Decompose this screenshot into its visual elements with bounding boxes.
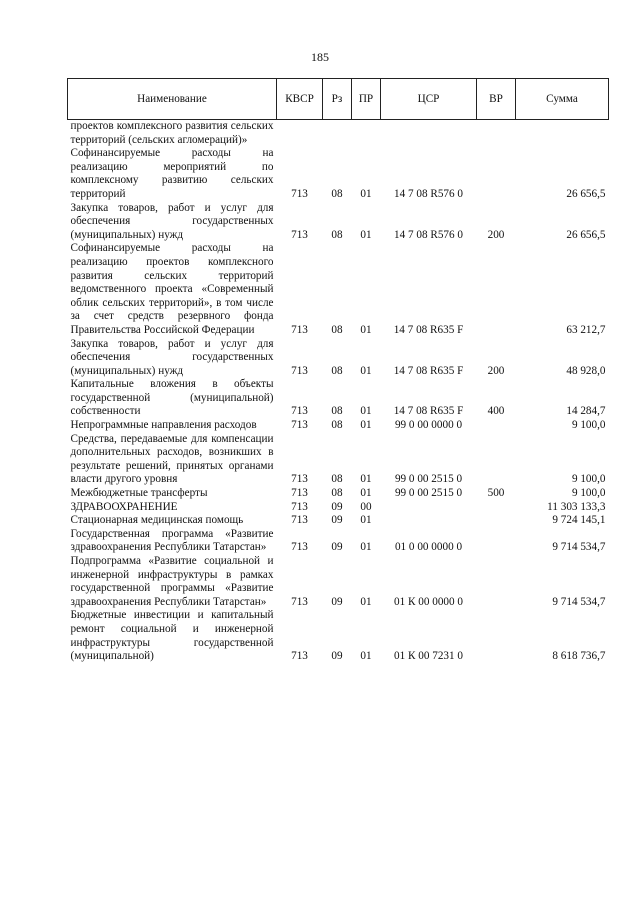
- table-row: [68, 609, 609, 663]
- cell-csr: 01 К 00 0000 0: [394, 595, 463, 608]
- cell-csr: [381, 501, 477, 515]
- cell-csr: 14 7 08 R576 0: [394, 187, 463, 200]
- cell-csr: 14 7 08 R635 F: [393, 405, 464, 418]
- table-row: [68, 487, 609, 501]
- cell-name: Подпрограмма «Развитие социальной и инженерной инфраструктуры в рамках государственной программы «Развитие здравоохранения Республики Татарстан»: [70, 555, 274, 608]
- cell-kvsr: 713: [291, 500, 308, 513]
- cell-pr: 01: [360, 541, 372, 554]
- cell-csr: 99 0 00 2515 0: [394, 473, 463, 486]
- cell-rz: 09: [331, 514, 343, 527]
- cell-sum: 48 928,0: [566, 364, 606, 377]
- cell-name: Государственная программа «Развитие здравоохранения Республики Татарстан»: [70, 527, 274, 554]
- cell-vr: 200: [487, 364, 505, 377]
- table-row: [68, 555, 609, 609]
- cell-sum: 9 714 534,7: [552, 595, 606, 608]
- cell-csr: 14 7 08 R576 0: [394, 228, 463, 241]
- table-row: [68, 514, 609, 528]
- budget-table: [67, 78, 609, 664]
- cell-name: Средства, передаваемые для компенсации дополнительных расходов, возникших в результате решений, принятых органами власти другого уровня: [70, 432, 274, 486]
- cell-rz: 08: [331, 228, 343, 241]
- cell-kvsr: 713: [291, 650, 308, 663]
- cell-vr: [477, 433, 516, 487]
- cell-vr: 500: [487, 487, 505, 500]
- cell-pr: 01: [360, 487, 372, 500]
- cell-kvsr: 713: [291, 323, 308, 336]
- cell-kvsr: 713: [291, 228, 308, 241]
- table-row: [68, 147, 609, 201]
- cell-csr: 14 7 08 R635 F: [393, 364, 464, 377]
- cell-kvsr: 713: [291, 473, 308, 486]
- cell-sum: 63 212,7: [566, 323, 606, 336]
- header-kvsr: КВСР: [277, 79, 323, 120]
- cell-name: Межбюджетные трансферты: [70, 487, 208, 500]
- cell-vr: 400: [487, 405, 505, 418]
- header-csr: ЦСР: [381, 79, 477, 120]
- cell-name: Стационарная медицинская помощь: [70, 514, 244, 527]
- cell-pr: 01: [360, 650, 372, 663]
- cell-sum: 8 618 736,7: [552, 650, 606, 663]
- table-row: [68, 338, 609, 379]
- cell-rz: 09: [331, 650, 343, 663]
- cell-pr: 01: [360, 323, 372, 336]
- cell-vr: [477, 501, 516, 515]
- cell-csr: 99 0 00 0000 0: [394, 419, 463, 432]
- cell-vr: [477, 555, 516, 609]
- cell-rz: 09: [331, 500, 343, 513]
- cell-pr: 01: [360, 595, 372, 608]
- header-name: Наименование: [68, 79, 277, 120]
- cell-vr: [477, 147, 516, 201]
- cell-rz: 08: [331, 323, 343, 336]
- cell-pr: 01: [360, 405, 372, 418]
- cell-csr: 01 0 00 0000 0: [394, 541, 463, 554]
- cell-vr: [477, 609, 516, 663]
- cell-name: проектов комплексного развития сельских территорий (сельских агломераций)»: [70, 120, 274, 146]
- cell-pr: 01: [360, 514, 372, 527]
- table-row: [68, 120, 609, 148]
- page-number: 185: [311, 50, 329, 64]
- cell-sum: 9 100,0: [571, 487, 606, 500]
- cell-pr: 01: [360, 187, 372, 200]
- cell-rz: 09: [331, 541, 343, 554]
- header-rz: Рз: [323, 79, 352, 120]
- cell-sum: 11 303 133,3: [547, 500, 606, 513]
- table-row: [68, 242, 609, 337]
- cell-csr: 01 К 00 7231 0: [394, 650, 463, 663]
- cell-name: Непрограммные направления расходов: [70, 419, 257, 432]
- header-pr: ПР: [352, 79, 381, 120]
- cell-kvsr: 713: [291, 405, 308, 418]
- cell-pr: 01: [360, 473, 372, 486]
- cell-name: ЗДРАВООХРАНЕНИЕ: [70, 500, 178, 513]
- cell-sum: 26 656,5: [566, 228, 606, 241]
- cell-rz: [323, 120, 352, 148]
- table-row: [68, 528, 609, 555]
- cell-vr: [477, 242, 516, 337]
- cell-csr: [381, 514, 477, 528]
- table-body: [68, 120, 609, 664]
- cell-sum: [516, 120, 609, 148]
- table-row: [68, 202, 609, 243]
- cell-sum: 9 714 534,7: [552, 541, 606, 554]
- cell-rz: 08: [331, 364, 343, 377]
- cell-name: Капитальные вложения в объекты государственной (муниципальной) собственности: [70, 378, 274, 418]
- cell-vr: [477, 514, 516, 528]
- cell-vr: [477, 120, 516, 148]
- cell-vr: [477, 419, 516, 433]
- cell-vr: 200: [487, 228, 505, 241]
- cell-csr: 14 7 08 R635 F: [393, 323, 464, 336]
- header-vr: ВР: [477, 79, 516, 120]
- cell-kvsr: 713: [291, 487, 308, 500]
- cell-kvsr: 713: [291, 595, 308, 608]
- table-row: [68, 433, 609, 487]
- header-sum: Сумма: [516, 79, 609, 120]
- table-row: [68, 378, 609, 419]
- table-header: [68, 79, 609, 120]
- cell-pr: 01: [360, 364, 372, 377]
- cell-sum: 26 656,5: [566, 187, 606, 200]
- cell-rz: 09: [331, 595, 343, 608]
- cell-pr: 01: [360, 419, 372, 432]
- cell-vr: [477, 528, 516, 555]
- cell-csr: 99 0 00 2515 0: [394, 487, 463, 500]
- cell-name: Софинансируемые расходы на реализацию проектов комплексного развития сельских территорий ведомственного проекта «Современный облик сельских территорий», в том числе за счет средств резервного фонда Правительства Российской Федерации: [70, 242, 274, 336]
- cell-sum: 14 284,7: [566, 405, 606, 418]
- cell-rz: 08: [331, 187, 343, 200]
- cell-sum: 9 100,0: [571, 419, 606, 432]
- cell-kvsr: 713: [291, 514, 308, 527]
- cell-kvsr: 713: [291, 419, 308, 432]
- cell-kvsr: 713: [291, 541, 308, 554]
- cell-rz: 08: [331, 405, 343, 418]
- cell-sum: 9 100,0: [571, 473, 606, 486]
- cell-rz: 08: [331, 473, 343, 486]
- cell-name: Закупка товаров, работ и услуг для обеспечения государственных (муниципальных) нужд: [70, 201, 274, 241]
- cell-name: Софинансируемые расходы на реализацию мероприятий по комплексному развитию сельских территорий: [70, 147, 274, 200]
- cell-pr: [352, 120, 381, 148]
- table-row: [68, 419, 609, 433]
- cell-rz: 08: [331, 487, 343, 500]
- cell-rz: 08: [331, 419, 343, 432]
- table-row: [68, 501, 609, 515]
- cell-pr: 00: [360, 500, 372, 513]
- cell-sum: 9 724 145,1: [552, 514, 606, 527]
- cell-kvsr: 713: [291, 364, 308, 377]
- cell-name: Бюджетные инвестиции и капитальный ремонт социальной и инженерной инфраструктуры государственной (муниципальной): [70, 609, 274, 663]
- cell-csr: [381, 120, 477, 148]
- cell-name: Закупка товаров, работ и услуг для обеспечения государственных (муниципальных) нужд: [70, 337, 274, 377]
- cell-kvsr: 713: [291, 187, 308, 200]
- cell-kvsr: [277, 120, 323, 148]
- cell-pr: 01: [360, 228, 372, 241]
